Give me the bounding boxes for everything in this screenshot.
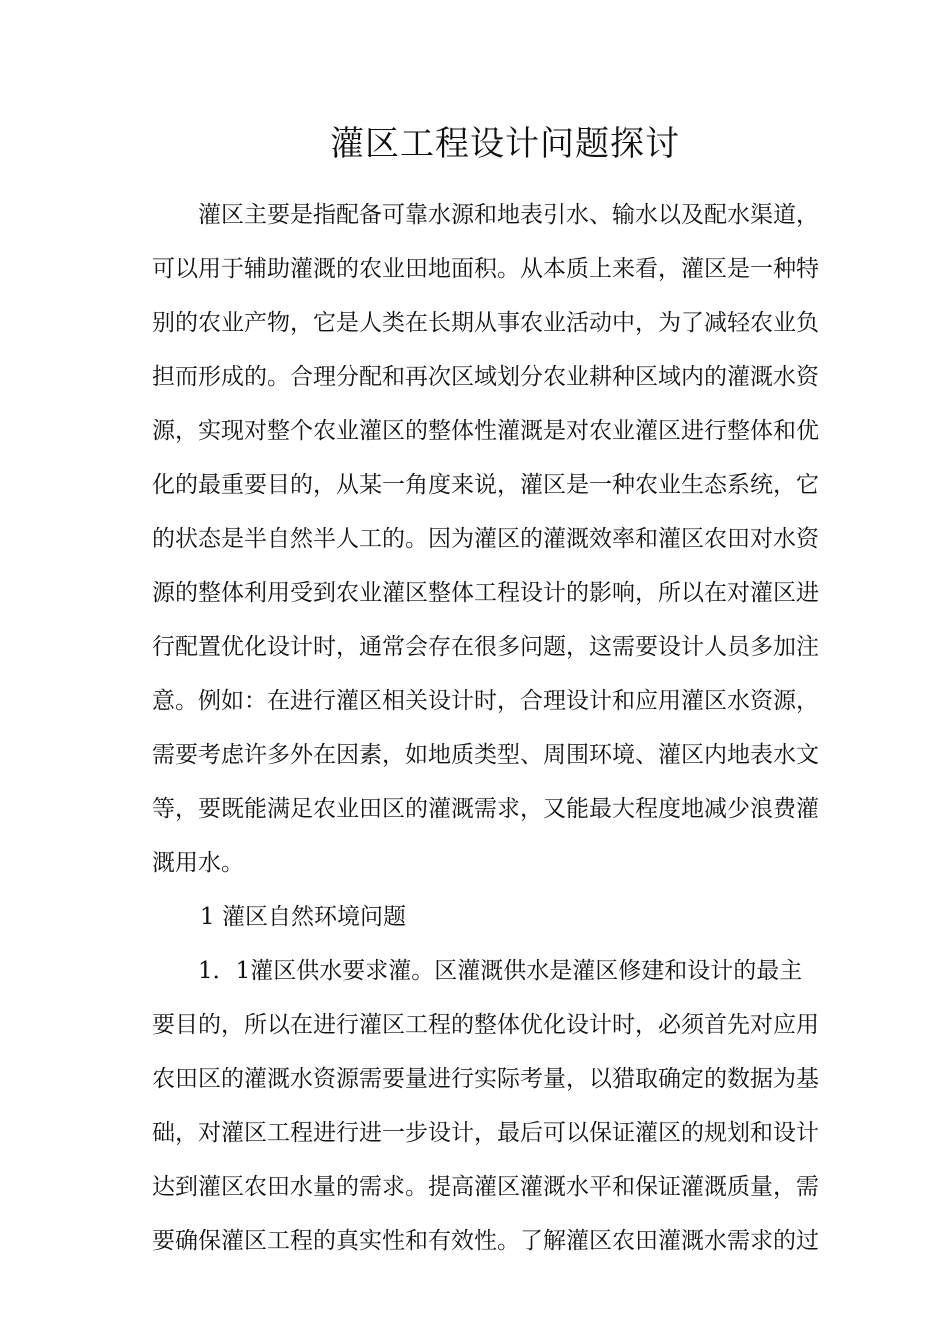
paragraph-1-line: 源，实现对整个农业灌区的整体性灌溉是对农业灌区进行整体和优 xyxy=(152,418,819,444)
paragraph-1-line: 等，要既能满足农业田区的灌溉需求，又能最大程度地减少浪费灌 xyxy=(152,796,819,822)
paragraph-1-line: 别的农业产物，它是人类在长期从事农业活动中，为了减轻农业负 xyxy=(152,310,819,336)
section-heading: 1 灌区自然环境问题 xyxy=(200,904,406,930)
paragraph-1-line: 可以用于辅助灌溉的农业田地面积。从本质上来看，灌区是一种特 xyxy=(152,256,819,282)
paragraph-2-line: 要目的，所以在进行灌区工程的整体优化设计时，必须首先对应用 xyxy=(152,1012,819,1038)
paragraph-1-line: 源的整体利用受到农业灌区整体工程设计的影响，所以在对灌区进 xyxy=(152,580,819,606)
paragraph-1-line: 行配置优化设计时，通常会存在很多问题，这需要设计人员多加注 xyxy=(152,634,819,660)
paragraph-2-line: 农田区的灌溉水资源需要量进行实际考量，以猎取确定的数据为基 xyxy=(152,1066,819,1092)
paragraph-1-line: 担而形成的。合理分配和再次区域划分农业耕种区域内的灌溉水资 xyxy=(152,364,819,390)
paragraph-2-line: 要确保灌区工程的真实性和有效性。了解灌区农田灌溉水需求的过 xyxy=(152,1228,819,1254)
paragraph-1-line: 的状态是半自然半人工的。因为灌区的灌溉效率和灌区农田对水资 xyxy=(152,526,819,552)
paragraph-2-line: 础，对灌区工程进行进一步设计，最后可以保证灌区的规划和设计 xyxy=(152,1120,819,1146)
paragraph-1-line: 化的最重要目的，从某一角度来说，灌区是一种农业生态系统，它 xyxy=(152,472,819,498)
document-title: 灌区工程设计问题探讨 xyxy=(330,124,680,164)
paragraph-1-line: 溉用水。 xyxy=(152,850,244,876)
paragraph-1-line: 意。例如：在进行灌区相关设计时，合理设计和应用灌区水资源， xyxy=(152,688,819,714)
paragraph-1-line: 灌区主要是指配备可靠水源和地表引水、输水以及配水渠道， xyxy=(198,202,819,228)
paragraph-2-line: 1．1灌区供水要求灌。区灌溉供水是灌区修建和设计的最主 xyxy=(198,958,803,984)
paragraph-2-line: 达到灌区农田水量的需求。提高灌区灌溉水平和保证灌溉质量，需 xyxy=(152,1174,819,1200)
paragraph-1-line: 需要考虑许多外在因素，如地质类型、周围环境、灌区内地表水文 xyxy=(152,742,819,768)
